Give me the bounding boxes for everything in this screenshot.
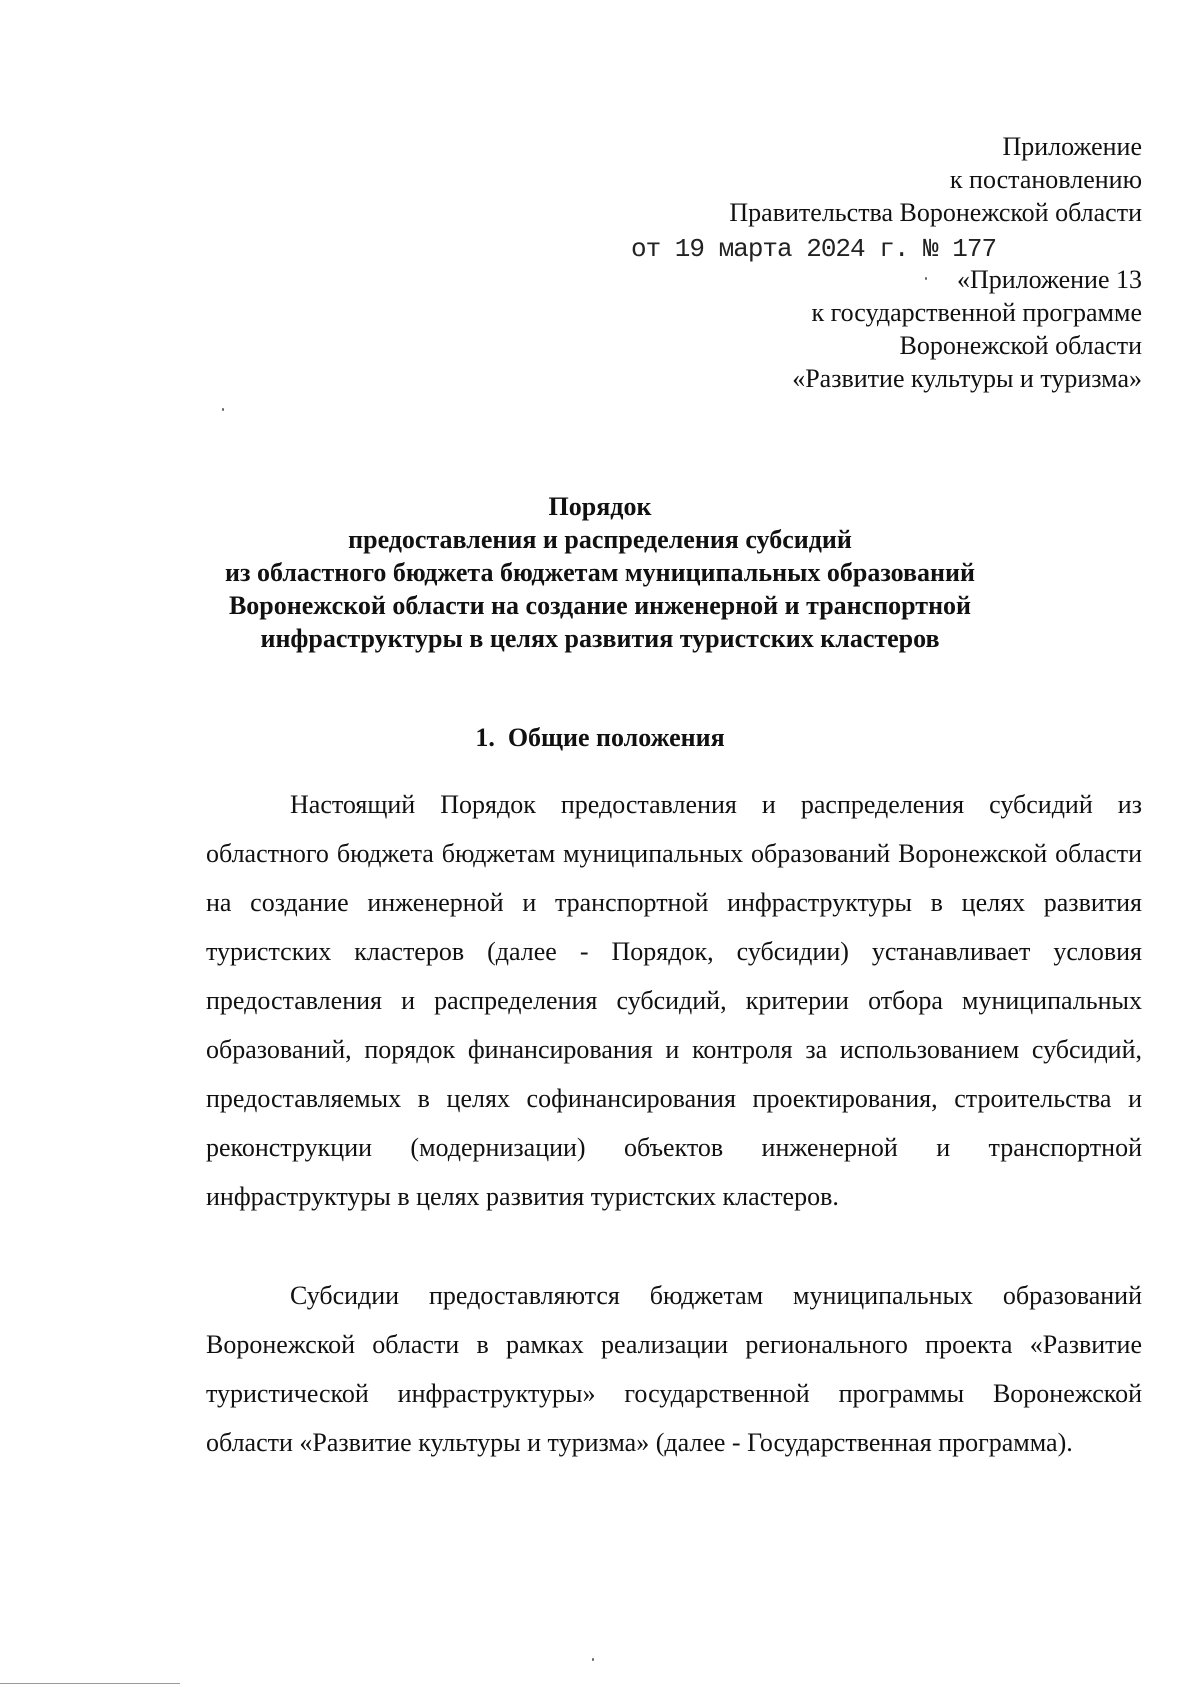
paragraph-text: Субсидии предоставляются бюджетам муниципальных образований Воронежской области в рамках реализации регионального проекта «Развитие туристической инфраструктуры» государственной программы Воронежской области «Развитие культуры и туризма» (далее - Государственная программа). bbox=[206, 1281, 1142, 1457]
title-line: Воронежской области на создание инженерной и транспортной bbox=[228, 591, 972, 620]
program-annex-header bbox=[792, 263, 1142, 395]
program-annex-line: «Приложение 13 bbox=[956, 265, 1142, 294]
title-line: из областного бюджета бюджетам муниципальных образований bbox=[225, 558, 975, 587]
scan-edge-line bbox=[0, 1683, 180, 1684]
annex-line: к постановлению bbox=[949, 165, 1142, 194]
annex-line: Приложение bbox=[1002, 132, 1142, 161]
section-heading: 1. Общие положения bbox=[475, 723, 725, 752]
program-annex-line: к государственной программе bbox=[811, 298, 1142, 327]
body-paragraph bbox=[206, 780, 1142, 1221]
paragraph-text: Настоящий Порядок предоставления и распределения субсидий из областного бюджета бюджетам муниципальных образований Воронежской области на создание инженерной и транспортной инфраструктуры в целях развития туристских кластеров (далее - Порядок, субсидии) устанавливает условия предоставления и распределения субсидий, критерии отбора муниципальных образований, порядок финансирования и контроля за использованием субсидий, предоставляемых в целях софинансирования проектирования, строительства и реконструкции (модернизации) объектов инженерной и транспортной инфраструктуры в целях развития туристских кластеров. bbox=[206, 790, 1142, 1211]
body-paragraph bbox=[206, 1271, 1142, 1467]
scan-speck bbox=[222, 408, 224, 411]
title-line: инфраструктуры в целях развития туристских кластеров bbox=[260, 624, 940, 653]
document-title bbox=[160, 490, 1040, 655]
scan-speck bbox=[592, 1658, 594, 1661]
title-line: предоставления и распределения субсидий bbox=[348, 525, 852, 554]
scan-speck bbox=[925, 277, 927, 280]
annex-line: Правительства Воронежской области bbox=[729, 198, 1142, 227]
program-annex-line: Воронежской области bbox=[899, 331, 1142, 360]
title-line: Порядок bbox=[548, 492, 652, 521]
program-annex-line: «Развитие культуры и туризма» bbox=[792, 364, 1142, 393]
resolution-date-number: от 19 марта 2024 г. № 177 bbox=[631, 234, 997, 264]
annex-header bbox=[729, 130, 1142, 229]
